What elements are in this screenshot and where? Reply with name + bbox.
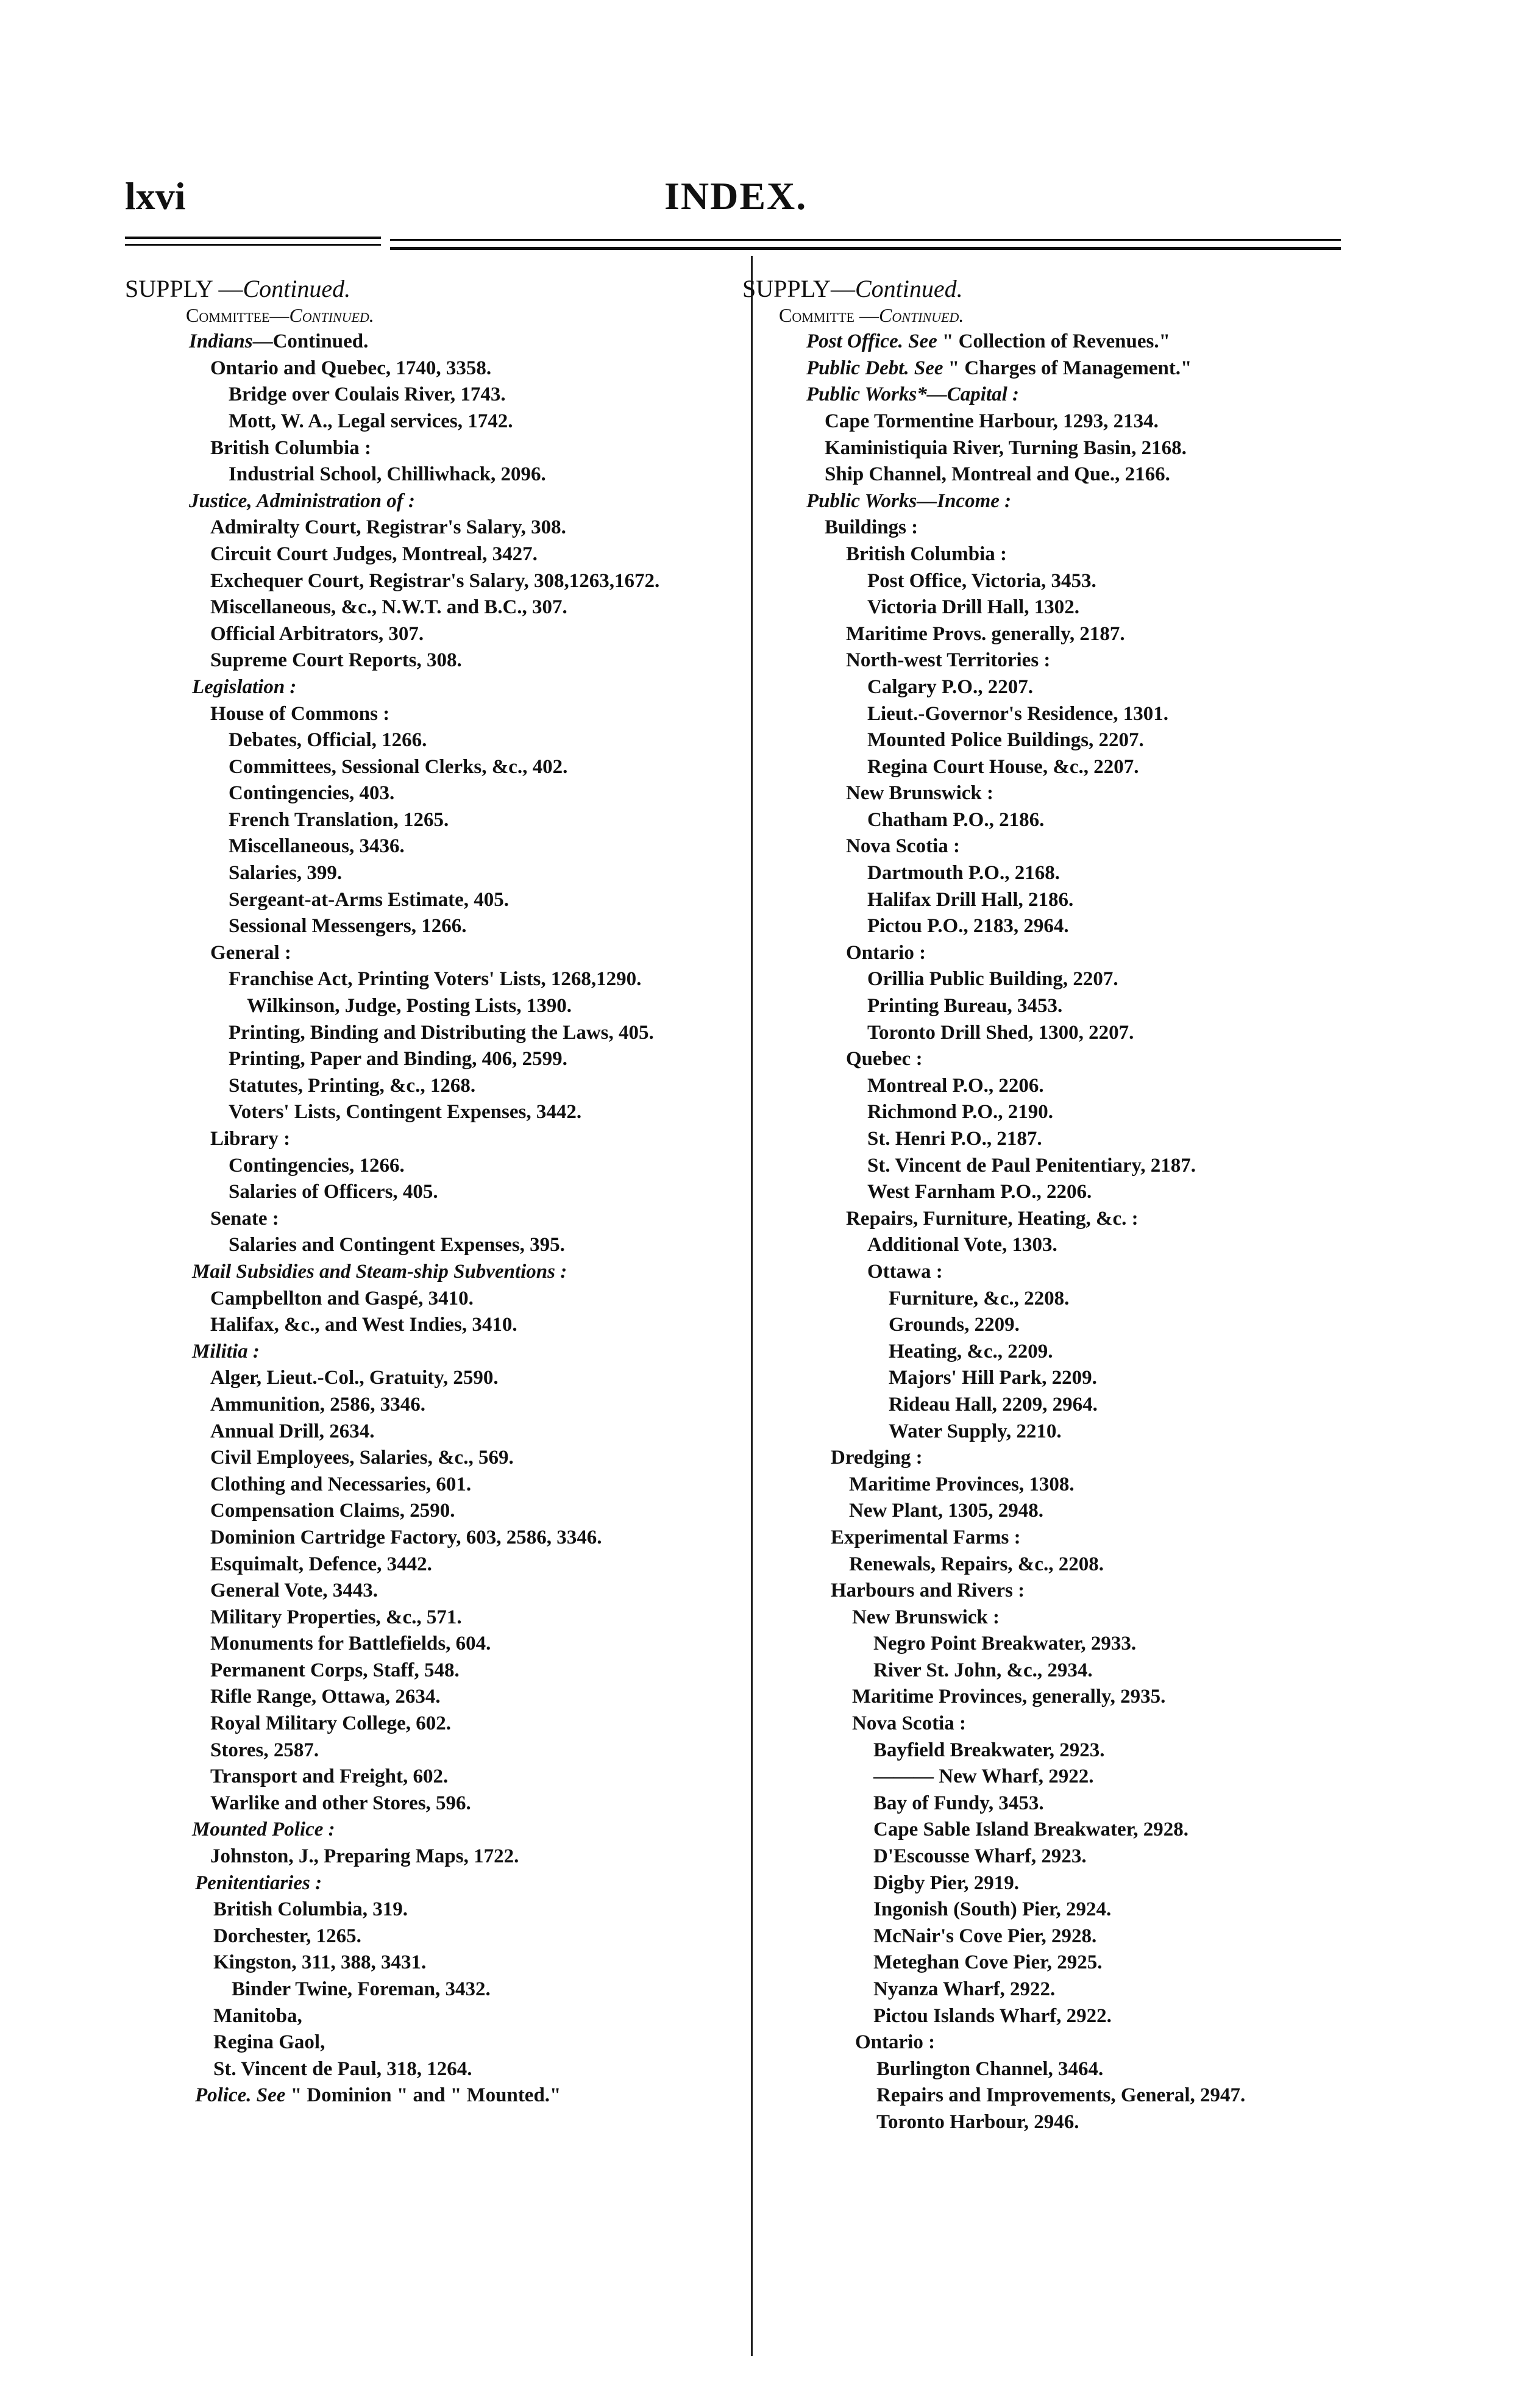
index-entry: [125, 594, 741, 621]
index-entry: [742, 780, 1364, 807]
index-entry: [742, 1658, 1364, 1684]
entry-text: Bayfield Breakwater, 2923.: [873, 1739, 1105, 1761]
entry-text: Majors' Hill Park, 2209.: [889, 1367, 1097, 1389]
entry-text: Cape Tormentine Harbour, 1293, 2134.: [825, 410, 1159, 432]
entry-text: Circuit Court Judges, Montreal, 3427.: [210, 543, 538, 565]
index-entry: [125, 568, 741, 595]
index-entry: [125, 382, 741, 408]
index-entry: [742, 594, 1364, 621]
entry-italic-text: Continued.: [854, 275, 963, 302]
entry-text: Rideau Hall, 2209, 2964.: [889, 1393, 1098, 1416]
entry-text: Alger, Lieut.-Col., Gratuity, 2590.: [210, 1367, 499, 1389]
entry-italic-text: Public Works—Income :: [806, 490, 1012, 512]
entry-text: Kaministiquia River, Turning Basin, 2168.: [825, 436, 1187, 459]
entry-text: River St. John, &c., 2934.: [873, 1659, 1093, 1681]
index-entry: [742, 1365, 1364, 1392]
header-rule-left-top: [125, 237, 381, 239]
index-entry: [125, 1923, 741, 1950]
index-entry: [125, 1790, 741, 1817]
index-entry: [742, 1817, 1364, 1843]
entry-text: Royal Military College, 602.: [210, 1712, 452, 1735]
entry-text: Ingonish (South) Pier, 2924.: [873, 1898, 1112, 1921]
index-entry: [742, 727, 1364, 754]
entry-text: Victoria Drill Hall, 1302.: [867, 596, 1079, 619]
index-entry: [125, 887, 741, 914]
index-entry: [125, 2029, 741, 2056]
header-rule-left-bottom: [125, 244, 381, 246]
index-entry: [125, 647, 741, 674]
entry-text: Regina Gaol,: [213, 2031, 325, 2054]
index-entry: [125, 1551, 741, 1578]
entry-text: Debates, Official, 1266.: [229, 729, 427, 752]
index-entry: [125, 1498, 741, 1525]
index-entry: [125, 1020, 741, 1047]
index-entry: [125, 1578, 741, 1605]
entry-text: Chatham P.O., 2186.: [867, 808, 1045, 831]
entry-text: Furniture, &c., 2208.: [889, 1287, 1070, 1309]
index-entry: [742, 461, 1364, 488]
entry-text: Statutes, Printing, &c., 1268.: [229, 1074, 476, 1097]
index-entry: [125, 1046, 741, 1073]
entry-italic-text: Militia :: [192, 1340, 260, 1363]
entry-text: Mounted Police Buildings, 2207.: [867, 729, 1144, 752]
entry-text: Toronto Harbour, 2946.: [876, 2111, 1079, 2133]
index-entry: [125, 1445, 741, 1472]
index-entry: [125, 1976, 741, 2003]
entry-text: Buildings :: [825, 516, 918, 539]
entry-text: Halifax Drill Hall, 2186.: [867, 888, 1074, 911]
index-entry: [742, 1631, 1364, 1658]
entry-text: Pictou Islands Wharf, 2922.: [873, 2004, 1112, 2027]
entry-text: Annual Drill, 2634.: [210, 1420, 375, 1442]
entry-text: Calgary P.O., 2207.: [867, 675, 1033, 698]
index-entry: [742, 2082, 1364, 2109]
index-entry: [125, 1179, 741, 1206]
index-entry: [125, 966, 741, 993]
entry-text: Civil Employees, Salaries, &c., 569.: [210, 1447, 514, 1469]
entry-text: Admiralty Court, Registrar's Salary, 308.: [210, 516, 566, 539]
entry-text: Sessional Messengers, 1266.: [229, 915, 467, 938]
index-entry: [742, 515, 1364, 541]
index-entry: [742, 1126, 1364, 1153]
index-entry: [742, 1950, 1364, 1976]
entry-text: Official Arbitrators, 307.: [210, 622, 424, 645]
entry-text: Kingston, 311, 388, 3431.: [213, 1951, 427, 1974]
index-entry: [125, 329, 741, 355]
index-entry: [125, 701, 741, 728]
entry-text: Repairs and Improvements, General, 2947.: [876, 2084, 1246, 2107]
index-entry: [125, 1764, 741, 1790]
index-entry: [742, 1684, 1364, 1711]
index-entry: [742, 1419, 1364, 1445]
index-entry: [125, 1737, 741, 1764]
entry-text: Water Supply, 2210.: [889, 1420, 1062, 1442]
entry-text: Monuments for Battlefields, 604.: [210, 1633, 491, 1655]
index-entry: [125, 727, 741, 754]
entry-text: " Collection of Revenues.": [937, 330, 1170, 353]
entry-text: Ammunition, 2586, 3346.: [210, 1393, 425, 1416]
index-entry: [742, 1286, 1364, 1313]
index-entry: [125, 993, 741, 1020]
index-entry: [125, 833, 741, 860]
entry-text: SUPPLY—: [742, 275, 855, 302]
index-entry: [125, 1631, 741, 1658]
index-entry: [125, 1658, 741, 1684]
entry-text: Binder Twine, Foreman, 3432.: [232, 1978, 491, 2000]
index-entry: [742, 302, 1364, 329]
index-entry: [125, 860, 741, 887]
entry-text: Rifle Range, Ottawa, 2634.: [210, 1686, 441, 1708]
index-entry: [125, 1392, 741, 1419]
index-entry: [742, 621, 1364, 648]
index-entry: [125, 2003, 741, 2030]
index-entry: [742, 887, 1364, 914]
entry-text: New Brunswick :: [846, 782, 994, 805]
index-entry: [125, 1711, 741, 1737]
index-entry: [742, 833, 1364, 860]
page-title: INDEX.: [664, 174, 808, 218]
entry-text: Industrial School, Chilliwhack, 2096.: [229, 463, 546, 486]
index-entry: [125, 1950, 741, 1976]
index-entry: [742, 1897, 1364, 1923]
entry-text: Wilkinson, Judge, Posting Lists, 1390.: [247, 995, 572, 1017]
index-entry: [125, 435, 741, 462]
entry-text: Warlike and other Stores, 596.: [210, 1792, 471, 1814]
index-entry: [742, 966, 1364, 993]
index-entry: [742, 701, 1364, 728]
entry-text: D'Escousse Wharf, 2923.: [873, 1845, 1087, 1868]
index-entry: [125, 515, 741, 541]
index-entry: [125, 807, 741, 834]
entry-text: Supreme Court Reports, 308.: [210, 649, 462, 672]
index-entry: [125, 1525, 741, 1551]
index-entry: [742, 1179, 1364, 1206]
index-entry: [125, 913, 741, 940]
index-entry: [125, 1126, 741, 1153]
header-rule-right-top: [390, 239, 1341, 241]
entry-text: Post Office, Victoria, 3453.: [867, 569, 1096, 592]
entry-text: Senate :: [210, 1207, 279, 1230]
index-entry: [742, 276, 1364, 302]
index-entry: [742, 1259, 1364, 1286]
index-entry: [125, 780, 741, 807]
index-entry: [742, 1153, 1364, 1180]
index-entry: [742, 1923, 1364, 1950]
index-entry: [742, 1737, 1364, 1764]
entry-text: French Translation, 1265.: [229, 808, 449, 831]
index-entry: [125, 1419, 741, 1445]
index-column-right: [742, 276, 1364, 2136]
entry-text: Renewals, Repairs, &c., 2208.: [849, 1553, 1104, 1575]
entry-text: Grounds, 2209.: [889, 1314, 1020, 1336]
index-entry: [742, 568, 1364, 595]
entry-text: Heating, &c., 2209.: [889, 1340, 1053, 1363]
entry-text: Meteghan Cove Pier, 2925.: [873, 1951, 1103, 1974]
entry-italic-text: Indians: [189, 330, 253, 353]
entry-text: Dorchester, 1265.: [213, 1925, 361, 1947]
index-entry: [125, 1312, 741, 1339]
entry-italic-text: Justice, Administration of :: [189, 490, 415, 512]
entry-text: Ontario :: [855, 2031, 936, 2054]
index-entry: [742, 1392, 1364, 1419]
index-entry: [742, 408, 1364, 435]
entry-italic-text: Police. See: [195, 2084, 286, 2107]
index-entry: [125, 1870, 741, 1897]
entry-text: Pictou P.O., 2183, 2964.: [867, 915, 1069, 938]
entry-text: Miscellaneous, 3436.: [229, 835, 405, 858]
index-entry: [742, 2056, 1364, 2083]
entry-text: Ontario :: [846, 941, 926, 964]
entry-text: Negro Point Breakwater, 2933.: [873, 1633, 1137, 1655]
entry-text: House of Commons :: [210, 702, 390, 725]
index-entry: [125, 1365, 741, 1392]
index-entry: [742, 2003, 1364, 2030]
index-entry: [742, 647, 1364, 674]
entry-text: West Farnham P.O., 2206.: [867, 1181, 1092, 1203]
entry-text: Bay of Fundy, 3453.: [873, 1792, 1044, 1814]
entry-text: Printing, Paper and Binding, 406, 2599.: [229, 1048, 567, 1070]
entry-text: Sergeant-at-Arms Estimate, 405.: [229, 888, 510, 911]
index-entry: [125, 1232, 741, 1259]
entry-text: Dartmouth P.O., 2168.: [867, 862, 1060, 885]
index-entry: [742, 1339, 1364, 1366]
entry-text: Quebec :: [846, 1048, 923, 1070]
index-entry: [742, 488, 1364, 515]
entry-text: Additional Vote, 1303.: [867, 1234, 1057, 1256]
entry-text: Ontario and Quebec, 1740, 3358.: [210, 357, 492, 379]
header-rule-right-bottom: [390, 247, 1341, 250]
entry-text: New Plant, 1305, 2948.: [849, 1500, 1043, 1522]
entry-text: Permanent Corps, Staff, 548.: [210, 1659, 460, 1681]
entry-text: Committees, Sessional Clerks, &c., 402.: [229, 755, 568, 778]
entry-italic-text: Mail Subsidies and Steam-ship Subventions :: [192, 1260, 567, 1283]
index-entry: [742, 1551, 1364, 1578]
entry-italic-text: Continued.: [879, 304, 964, 326]
index-entry: [742, 1843, 1364, 1870]
index-entry: [742, 1578, 1364, 1605]
entry-text: Cape Sable Island Breakwater, 2928.: [873, 1818, 1189, 1841]
entry-text: Library :: [210, 1128, 291, 1150]
entry-text: Maritime Provs. generally, 2187.: [846, 622, 1125, 645]
entry-text: Contingencies, 1266.: [229, 1154, 405, 1177]
index-entry: [125, 1073, 741, 1100]
entry-text: " Charges of Management.": [943, 357, 1192, 379]
index-entry: [742, 1472, 1364, 1498]
entry-text: Salaries, 399.: [229, 862, 343, 885]
entry-text: British Columbia :: [210, 436, 372, 459]
entry-italic-text: Public Works*—Capital :: [806, 383, 1019, 406]
entry-text: Stores, 2587.: [210, 1739, 319, 1761]
entry-text: General :: [210, 941, 291, 964]
entry-text: Contingencies, 403.: [229, 782, 395, 805]
entry-text: St. Vincent de Paul Penitentiary, 2187.: [867, 1154, 1196, 1177]
index-entry: [742, 860, 1364, 887]
index-entry: [742, 993, 1364, 1020]
entry-text: Nyanza Wharf, 2922.: [873, 1978, 1056, 2000]
index-entry: [742, 382, 1364, 408]
entry-text: Johnston, J., Preparing Maps, 1722.: [210, 1845, 519, 1868]
entry-text: British Columbia :: [846, 543, 1007, 565]
entry-text: Dominion Cartridge Factory, 603, 2586, 3346.: [210, 1526, 602, 1548]
entry-text: Committe —: [779, 304, 879, 326]
index-entry: [742, 355, 1364, 382]
index-entry: [742, 1046, 1364, 1073]
entry-text: Experimental Farms :: [831, 1526, 1021, 1548]
index-entry: [742, 1312, 1364, 1339]
index-entry: [125, 302, 741, 329]
entry-text: General Vote, 3443.: [210, 1580, 378, 1602]
entry-text: Harbours and Rivers :: [831, 1580, 1025, 1602]
entry-text: British Columbia, 319.: [213, 1898, 408, 1921]
index-entry: [742, 1764, 1364, 1790]
index-entry: [125, 1817, 741, 1843]
index-entry: [742, 1605, 1364, 1631]
entry-italic-text: Post Office. See: [806, 330, 937, 353]
index-entry: [742, 1525, 1364, 1551]
entry-text: Salaries and Contingent Expenses, 395.: [229, 1234, 565, 1256]
index-entry: [125, 1897, 741, 1923]
entry-text: Montreal P.O., 2206.: [867, 1074, 1044, 1097]
index-entry: [125, 2082, 741, 2109]
index-entry: [125, 408, 741, 435]
index-entry: [742, 1445, 1364, 1472]
index-entry: [742, 1976, 1364, 2003]
index-entry: [125, 461, 741, 488]
index-entry: [125, 355, 741, 382]
index-entry: [125, 621, 741, 648]
entry-text: New Brunswick :: [852, 1606, 1000, 1628]
page-number: lxvi: [125, 174, 186, 218]
entry-italic-text: Continued.: [289, 304, 374, 326]
index-entry: [125, 1843, 741, 1870]
index-entry: [125, 488, 741, 515]
entry-text: Esquimalt, Defence, 3442.: [210, 1553, 432, 1575]
index-entry: [125, 674, 741, 701]
entry-text: McNair's Cove Pier, 2928.: [873, 1925, 1097, 1947]
entry-text: Salaries of Officers, 405.: [229, 1181, 438, 1203]
entry-text: Manitoba,: [213, 2004, 302, 2027]
index-entry: [742, 940, 1364, 967]
entry-text: Transport and Freight, 602.: [210, 1765, 449, 1788]
entry-text: Miscellaneous, &c., N.W.T. and B.C., 307.: [210, 596, 567, 619]
index-entry: [125, 1472, 741, 1498]
index-entry: [125, 940, 741, 967]
index-entry: [742, 1498, 1364, 1525]
entry-text: SUPPLY —: [125, 275, 243, 302]
index-entry: [742, 1020, 1364, 1047]
index-entry: [125, 754, 741, 781]
entry-text: Regina Court House, &c., 2207.: [867, 755, 1139, 778]
entry-italic-text: Legislation :: [192, 675, 297, 698]
index-entry: [125, 1684, 741, 1711]
entry-text: St. Henri P.O., 2187.: [867, 1128, 1042, 1150]
index-entry: [742, 329, 1364, 355]
entry-text: Ottawa :: [867, 1260, 943, 1283]
entry-text: Halifax, &c., and West Indies, 3410.: [210, 1314, 517, 1336]
entry-text: Lieut.-Governor's Residence, 1301.: [867, 702, 1169, 725]
index-entry: [742, 754, 1364, 781]
entry-italic-text: Continued.: [243, 275, 351, 302]
index-entry: [742, 1206, 1364, 1233]
entry-text: Digby Pier, 2919.: [873, 1872, 1019, 1894]
index-entry: [742, 1099, 1364, 1126]
index-entry: [742, 2109, 1364, 2136]
entry-text: —Continued.: [252, 330, 369, 353]
entry-italic-text: Mounted Police :: [192, 1818, 335, 1841]
entry-text: Compensation Claims, 2590.: [210, 1500, 455, 1522]
index-entry: [742, 1711, 1364, 1737]
index-entry: [742, 674, 1364, 701]
entry-text: Mott, W. A., Legal services, 1742.: [229, 410, 513, 432]
entry-italic-text: Public Debt. See: [806, 357, 943, 379]
entry-text: Nova Scotia :: [852, 1712, 966, 1735]
index-entry: [742, 1232, 1364, 1259]
entry-italic-text: Penitentiaries :: [195, 1872, 322, 1894]
entry-text: Toronto Drill Shed, 1300, 2207.: [867, 1021, 1134, 1044]
index-entry: [742, 1870, 1364, 1897]
index-entry: [742, 1073, 1364, 1100]
entry-text: " Dominion " and " Mounted.": [285, 2084, 561, 2107]
entry-text: ——— New Wharf, 2922.: [873, 1765, 1094, 1788]
index-entry: [742, 807, 1364, 834]
index-entry: [125, 1259, 741, 1286]
entry-text: Ship Channel, Montreal and Que., 2166.: [825, 463, 1170, 486]
index-entry: [742, 2029, 1364, 2056]
entry-text: North-west Territories :: [846, 649, 1051, 672]
entry-text: Voters' Lists, Contingent Expenses, 3442.: [229, 1101, 582, 1124]
index-entry: [125, 1099, 741, 1126]
index-column-left: [125, 276, 741, 2109]
index-entry: [742, 435, 1364, 462]
entry-text: Orillia Public Building, 2207.: [867, 968, 1118, 991]
entry-text: Clothing and Necessaries, 601.: [210, 1473, 472, 1495]
entry-text: Richmond P.O., 2190.: [867, 1101, 1053, 1124]
index-entry: [125, 1206, 741, 1233]
entry-text: Exchequer Court, Registrar's Salary, 308,1263,1672.: [210, 569, 660, 592]
entry-text: Maritime Provinces, 1308.: [849, 1473, 1075, 1495]
index-entry: [125, 276, 741, 302]
index-entry: [125, 541, 741, 568]
index-entry: [125, 1605, 741, 1631]
entry-text: Repairs, Furniture, Heating, &c. :: [846, 1207, 1139, 1230]
index-entry: [125, 1153, 741, 1180]
entry-text: Burlington Channel, 3464.: [876, 2057, 1104, 2080]
entry-text: Committee—: [186, 304, 290, 326]
index-entry: [742, 1790, 1364, 1817]
index-entry: [125, 1286, 741, 1313]
entry-text: Printing Bureau, 3453.: [867, 995, 1063, 1017]
entry-text: Dredging :: [831, 1447, 923, 1469]
entry-text: Nova Scotia :: [846, 835, 960, 858]
index-entry: [125, 2056, 741, 2083]
entry-text: Printing, Binding and Distributing the Laws, 405.: [229, 1021, 654, 1044]
index-entry: [742, 541, 1364, 568]
entry-text: Maritime Provinces, generally, 2935.: [852, 1686, 1166, 1708]
entry-text: Campbellton and Gaspé, 3410.: [210, 1287, 474, 1309]
entry-text: Franchise Act, Printing Voters' Lists, 1268,1290.: [229, 968, 642, 991]
entry-text: Bridge over Coulais River, 1743.: [229, 383, 506, 406]
entry-text: St. Vincent de Paul, 318, 1264.: [213, 2057, 472, 2080]
entry-text: Military Properties, &c., 571.: [210, 1606, 462, 1628]
index-entry: [742, 913, 1364, 940]
index-entry: [125, 1339, 741, 1366]
